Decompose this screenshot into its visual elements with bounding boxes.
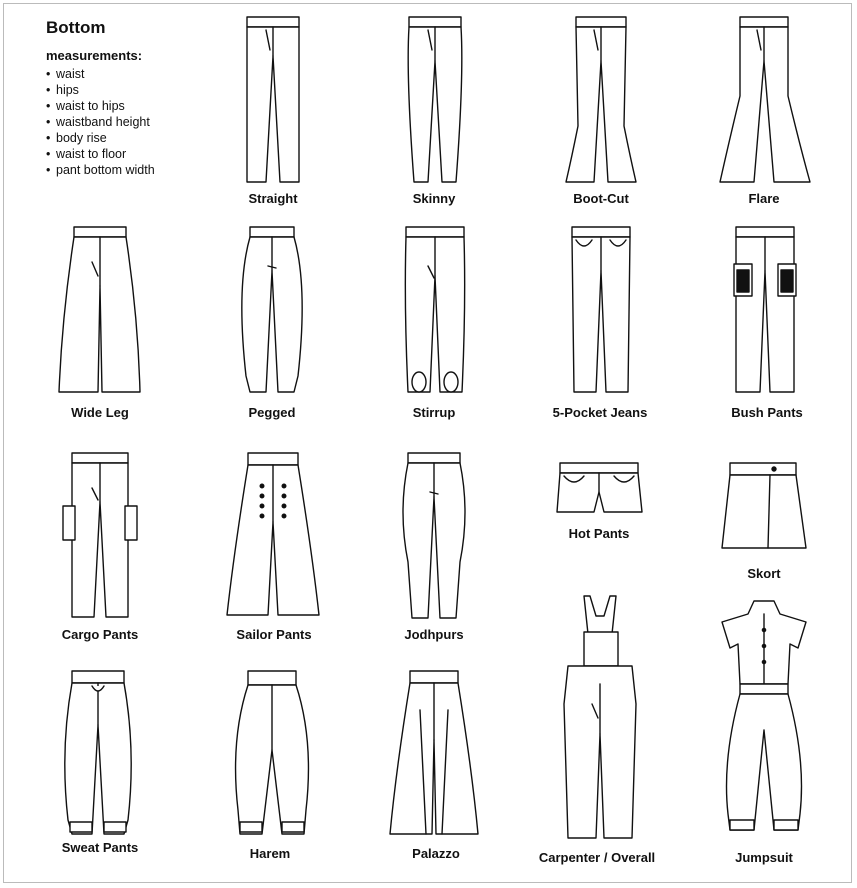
hot-pants-label: Hot Pants — [568, 526, 630, 541]
page-title: Bottom — [46, 18, 106, 37]
harem-label: Harem — [249, 846, 291, 861]
straight-label: Straight — [248, 191, 298, 206]
sweat-pants-label: Sweat Pants — [61, 840, 139, 855]
measurements-list — [46, 66, 155, 178]
flare-label: Flare — [748, 191, 780, 206]
boot-cut-label: Boot-Cut — [573, 191, 629, 206]
bush-pants-label: Bush Pants — [731, 405, 803, 420]
jodhpurs-label: Jodhpurs — [404, 627, 464, 642]
measurement-item: • hips — [46, 82, 155, 98]
jumpsuit-label: Jumpsuit — [735, 850, 793, 865]
five-pocket-label: 5-Pocket Jeans — [552, 405, 648, 420]
stirrup-label: Stirrup — [412, 405, 456, 420]
measurement-item: • waistband height — [46, 114, 155, 130]
measurement-item: • body rise — [46, 130, 155, 146]
measurement-item: • waist to floor — [46, 146, 155, 162]
skort-label: Skort — [747, 566, 781, 581]
measurement-item: • pant bottom width — [46, 162, 155, 178]
measurements-heading: measurements: — [46, 48, 143, 63]
measurement-item: • waist — [46, 66, 155, 82]
carpenter-overall-label: Carpenter / Overall — [538, 850, 656, 865]
measurement-item: • waist to hips — [46, 98, 155, 114]
wide-leg-label: Wide Leg — [71, 405, 129, 420]
skinny-label: Skinny — [412, 191, 456, 206]
palazzo-label: Palazzo — [412, 846, 460, 861]
sailor-pants-label: Sailor Pants — [236, 627, 312, 642]
pegged-label: Pegged — [248, 405, 296, 420]
cargo-pants-label: Cargo Pants — [61, 627, 139, 642]
